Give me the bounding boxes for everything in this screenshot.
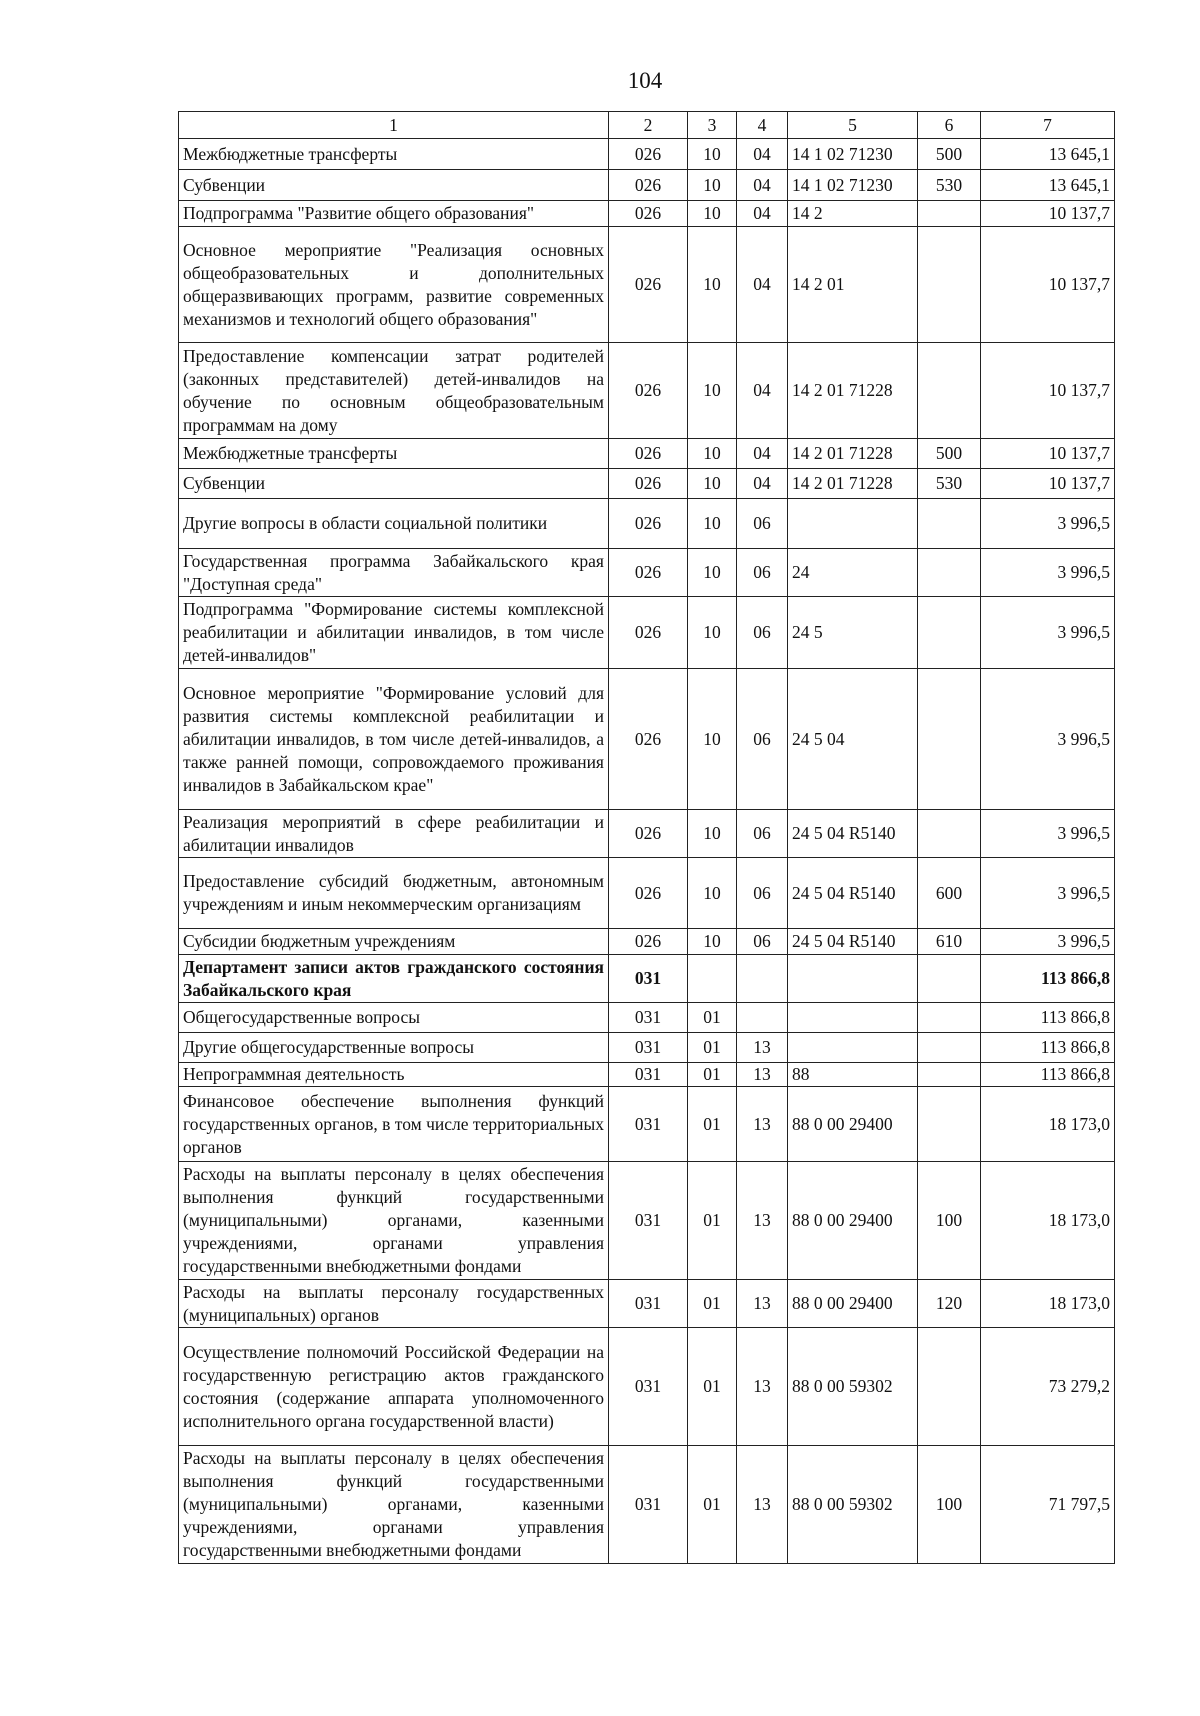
- row-amount: 3 996,5: [981, 669, 1115, 810]
- row-ministry-code: 031: [609, 1087, 688, 1162]
- row-amount: 3 996,5: [981, 549, 1115, 597]
- row-ministry-code: 026: [609, 201, 688, 227]
- row-target-article: 14 1 02 71230: [788, 170, 918, 201]
- row-expense-type: 120: [918, 1280, 981, 1328]
- row-name: Осуществление полномочий Российской Федерации на государственную регистрацию актов гражданского состояния (содержание аппарата уполномоченного исполнительного органа государственной власти): [179, 1328, 609, 1446]
- row-target-article: 14 2 01 71228: [788, 439, 918, 469]
- row-section: 10: [688, 858, 737, 929]
- row-subsection: 04: [737, 469, 788, 499]
- row-expense-type: [918, 1328, 981, 1446]
- row-target-article: 88 0 00 29400: [788, 1087, 918, 1162]
- row-name: Подпрограмма "Развитие общего образования": [179, 201, 609, 227]
- row-name: Другие общегосударственные вопросы: [179, 1033, 609, 1063]
- row-target-article: 14 2: [788, 201, 918, 227]
- row-expense-type: 530: [918, 469, 981, 499]
- table-body: [179, 139, 1115, 1564]
- row-name: Межбюджетные трансферты: [179, 139, 609, 170]
- row-target-article: 24 5 04 R5140: [788, 858, 918, 929]
- row-amount: 3 996,5: [981, 858, 1115, 929]
- row-expense-type: 500: [918, 139, 981, 170]
- row-expense-type: 530: [918, 170, 981, 201]
- table-row: [179, 1328, 1115, 1446]
- row-section: 10: [688, 439, 737, 469]
- row-section: 10: [688, 139, 737, 170]
- row-target-article: 14 2 01 71228: [788, 469, 918, 499]
- row-target-article: 24 5 04: [788, 669, 918, 810]
- row-expense-type: [918, 955, 981, 1003]
- row-target-article: 14 2 01 71228: [788, 343, 918, 439]
- row-amount: 10 137,7: [981, 439, 1115, 469]
- row-amount: 18 173,0: [981, 1087, 1115, 1162]
- row-target-article: [788, 1003, 918, 1033]
- row-subsection: 06: [737, 549, 788, 597]
- table-row: [179, 597, 1115, 669]
- row-name: Департамент записи актов гражданского состояния Забайкальского края: [179, 955, 609, 1003]
- table-row: [179, 343, 1115, 439]
- row-name: Основное мероприятие "Реализация основных общеобразовательных и дополнительных общеразвивающих программ, развитие современных механизмов и технологий общего образования": [179, 227, 609, 343]
- table-row: [179, 1446, 1115, 1564]
- row-section: 01: [688, 1446, 737, 1564]
- row-expense-type: [918, 343, 981, 439]
- budget-table: [178, 111, 1115, 1564]
- row-ministry-code: 031: [609, 1063, 688, 1087]
- row-subsection: 13: [737, 1328, 788, 1446]
- row-amount: 10 137,7: [981, 469, 1115, 499]
- row-name: Субсидии бюджетным учреждениям: [179, 929, 609, 955]
- row-expense-type: [918, 597, 981, 669]
- row-name: Межбюджетные трансферты: [179, 439, 609, 469]
- row-ministry-code: 031: [609, 1328, 688, 1446]
- row-amount: 10 137,7: [981, 227, 1115, 343]
- row-subsection: 13: [737, 1446, 788, 1564]
- row-ministry-code: 026: [609, 810, 688, 858]
- row-expense-type: 100: [918, 1446, 981, 1564]
- row-subsection: 06: [737, 929, 788, 955]
- row-ministry-code: 031: [609, 1162, 688, 1280]
- row-amount: 3 996,5: [981, 810, 1115, 858]
- row-subsection: 06: [737, 597, 788, 669]
- row-expense-type: [918, 669, 981, 810]
- row-target-article: [788, 499, 918, 549]
- row-subsection: 13: [737, 1063, 788, 1087]
- row-expense-type: [918, 201, 981, 227]
- row-expense-type: [918, 1063, 981, 1087]
- row-subsection: 06: [737, 499, 788, 549]
- row-section: 10: [688, 597, 737, 669]
- row-subsection: [737, 955, 788, 1003]
- table-row: [179, 1003, 1115, 1033]
- row-section: 10: [688, 469, 737, 499]
- table-row: [179, 929, 1115, 955]
- column-header: 7: [981, 112, 1115, 139]
- row-subsection: 04: [737, 227, 788, 343]
- row-name: Субвенции: [179, 469, 609, 499]
- row-section: 01: [688, 1162, 737, 1280]
- row-name: Субвенции: [179, 170, 609, 201]
- row-subsection: 04: [737, 439, 788, 469]
- row-subsection: 06: [737, 810, 788, 858]
- table-row: [179, 499, 1115, 549]
- column-header: 6: [918, 112, 981, 139]
- table-row: [179, 810, 1115, 858]
- row-amount: 71 797,5: [981, 1446, 1115, 1564]
- row-ministry-code: 026: [609, 549, 688, 597]
- row-subsection: 04: [737, 170, 788, 201]
- row-section: 10: [688, 549, 737, 597]
- table-row: [179, 955, 1115, 1003]
- row-subsection: 06: [737, 858, 788, 929]
- row-subsection: [737, 1003, 788, 1033]
- row-subsection: 04: [737, 139, 788, 170]
- row-subsection: 04: [737, 201, 788, 227]
- row-amount: 10 137,7: [981, 201, 1115, 227]
- row-name: Основное мероприятие "Формирование условий для развития системы комплексной реабилитации и абилитации инвалидов, в том числе детей-инвалидов, а также ранней помощи, сопровождаемого проживания инвалидов в Забайкальском крае": [179, 669, 609, 810]
- row-section: 10: [688, 499, 737, 549]
- row-ministry-code: 026: [609, 343, 688, 439]
- row-subsection: 04: [737, 343, 788, 439]
- row-amount: 13 645,1: [981, 170, 1115, 201]
- row-expense-type: 100: [918, 1162, 981, 1280]
- row-name: Государственная программа Забайкальского края "Доступная среда": [179, 549, 609, 597]
- row-ministry-code: 026: [609, 669, 688, 810]
- row-ministry-code: 026: [609, 499, 688, 549]
- table-row: [179, 469, 1115, 499]
- row-expense-type: [918, 227, 981, 343]
- row-amount: 10 137,7: [981, 343, 1115, 439]
- table-row: [179, 1033, 1115, 1063]
- column-header: 3: [688, 112, 737, 139]
- row-section: 10: [688, 227, 737, 343]
- row-expense-type: 600: [918, 858, 981, 929]
- row-ministry-code: 026: [609, 858, 688, 929]
- row-target-article: 88 0 00 59302: [788, 1328, 918, 1446]
- row-ministry-code: 026: [609, 439, 688, 469]
- row-target-article: 88 0 00 59302: [788, 1446, 918, 1564]
- row-section: [688, 955, 737, 1003]
- row-amount: 13 645,1: [981, 139, 1115, 170]
- row-section: 01: [688, 1328, 737, 1446]
- row-subsection: 13: [737, 1087, 788, 1162]
- table-row: [179, 549, 1115, 597]
- table-header-row: [179, 112, 1115, 139]
- row-section: 10: [688, 170, 737, 201]
- row-name: Расходы на выплаты персоналу в целях обеспечения выполнения функций государственными (муниципальными) органами, казенными учреждениями, органами управления государственными внебюджетными фондами: [179, 1446, 609, 1564]
- row-name: Предоставление субсидий бюджетным, автономным учреждениям и иным некоммерческим организациям: [179, 858, 609, 929]
- row-ministry-code: 031: [609, 1446, 688, 1564]
- row-name: Общегосударственные вопросы: [179, 1003, 609, 1033]
- row-target-article: 14 1 02 71230: [788, 139, 918, 170]
- table-row: [179, 1162, 1115, 1280]
- table-row: [179, 201, 1115, 227]
- row-name: Расходы на выплаты персоналу в целях обеспечения выполнения функций государственными (муниципальными) органами, казенными учреждениями, органами управления государственными внебюджетными фондами: [179, 1162, 609, 1280]
- row-ministry-code: 026: [609, 227, 688, 343]
- row-ministry-code: 026: [609, 597, 688, 669]
- row-subsection: 13: [737, 1033, 788, 1063]
- row-ministry-code: 031: [609, 1280, 688, 1328]
- row-section: 01: [688, 1063, 737, 1087]
- row-ministry-code: 031: [609, 955, 688, 1003]
- row-section: 01: [688, 1033, 737, 1063]
- row-expense-type: 610: [918, 929, 981, 955]
- column-header: 2: [609, 112, 688, 139]
- row-section: 01: [688, 1087, 737, 1162]
- row-expense-type: [918, 1003, 981, 1033]
- row-target-article: 88 0 00 29400: [788, 1162, 918, 1280]
- row-section: 10: [688, 810, 737, 858]
- column-header: 1: [179, 112, 609, 139]
- row-subsection: 13: [737, 1162, 788, 1280]
- table-row: [179, 669, 1115, 810]
- row-target-article: [788, 1033, 918, 1063]
- row-section: 01: [688, 1280, 737, 1328]
- row-section: 10: [688, 343, 737, 439]
- row-amount: 113 866,8: [981, 955, 1115, 1003]
- row-amount: 3 996,5: [981, 597, 1115, 669]
- row-name: Подпрограмма "Формирование системы комплексной реабилитации и абилитации инвалидов, в том числе детей-инвалидов": [179, 597, 609, 669]
- row-name: Другие вопросы в области социальной политики: [179, 499, 609, 549]
- row-expense-type: 500: [918, 439, 981, 469]
- column-header: 5: [788, 112, 918, 139]
- row-section: 01: [688, 1003, 737, 1033]
- table-row: [179, 1280, 1115, 1328]
- row-subsection: 06: [737, 669, 788, 810]
- row-target-article: 88 0 00 29400: [788, 1280, 918, 1328]
- row-amount: 73 279,2: [981, 1328, 1115, 1446]
- row-target-article: [788, 955, 918, 1003]
- row-amount: 18 173,0: [981, 1162, 1115, 1280]
- row-target-article: 24 5 04 R5140: [788, 929, 918, 955]
- table-row: [179, 139, 1115, 170]
- row-target-article: 24 5: [788, 597, 918, 669]
- table-row: [179, 1087, 1115, 1162]
- row-amount: 113 866,8: [981, 1063, 1115, 1087]
- row-ministry-code: 026: [609, 170, 688, 201]
- table-row: [179, 227, 1115, 343]
- row-section: 10: [688, 669, 737, 810]
- row-expense-type: [918, 499, 981, 549]
- row-expense-type: [918, 1087, 981, 1162]
- row-expense-type: [918, 810, 981, 858]
- table-row: [179, 1063, 1115, 1087]
- table-row: [179, 439, 1115, 469]
- row-amount: 3 996,5: [981, 499, 1115, 549]
- row-section: 10: [688, 929, 737, 955]
- row-ministry-code: 026: [609, 469, 688, 499]
- row-amount: 113 866,8: [981, 1003, 1115, 1033]
- row-section: 10: [688, 201, 737, 227]
- row-ministry-code: 026: [609, 929, 688, 955]
- row-ministry-code: 031: [609, 1003, 688, 1033]
- row-name: Финансовое обеспечение выполнения функций государственных органов, в том числе территориальных органов: [179, 1087, 609, 1162]
- row-amount: 113 866,8: [981, 1033, 1115, 1063]
- row-target-article: 88: [788, 1063, 918, 1087]
- row-target-article: 24 5 04 R5140: [788, 810, 918, 858]
- row-ministry-code: 026: [609, 139, 688, 170]
- row-expense-type: [918, 549, 981, 597]
- table-row: [179, 170, 1115, 201]
- column-header: 4: [737, 112, 788, 139]
- row-name: Расходы на выплаты персоналу государственных (муниципальных) органов: [179, 1280, 609, 1328]
- row-name: Непрограммная деятельность: [179, 1063, 609, 1087]
- row-target-article: 24: [788, 549, 918, 597]
- table-row: [179, 858, 1115, 929]
- row-amount: 3 996,5: [981, 929, 1115, 955]
- row-amount: 18 173,0: [981, 1280, 1115, 1328]
- row-subsection: 13: [737, 1280, 788, 1328]
- row-name: Реализация мероприятий в сфере реабилитации и абилитации инвалидов: [179, 810, 609, 858]
- page-number: 104: [627, 68, 663, 93]
- row-ministry-code: 031: [609, 1033, 688, 1063]
- row-target-article: 14 2 01: [788, 227, 918, 343]
- row-name: Предоставление компенсации затрат родителей (законных представителей) детей-инвалидов на обучение по основным общеобразовательным программам на дому: [179, 343, 609, 439]
- row-expense-type: [918, 1033, 981, 1063]
